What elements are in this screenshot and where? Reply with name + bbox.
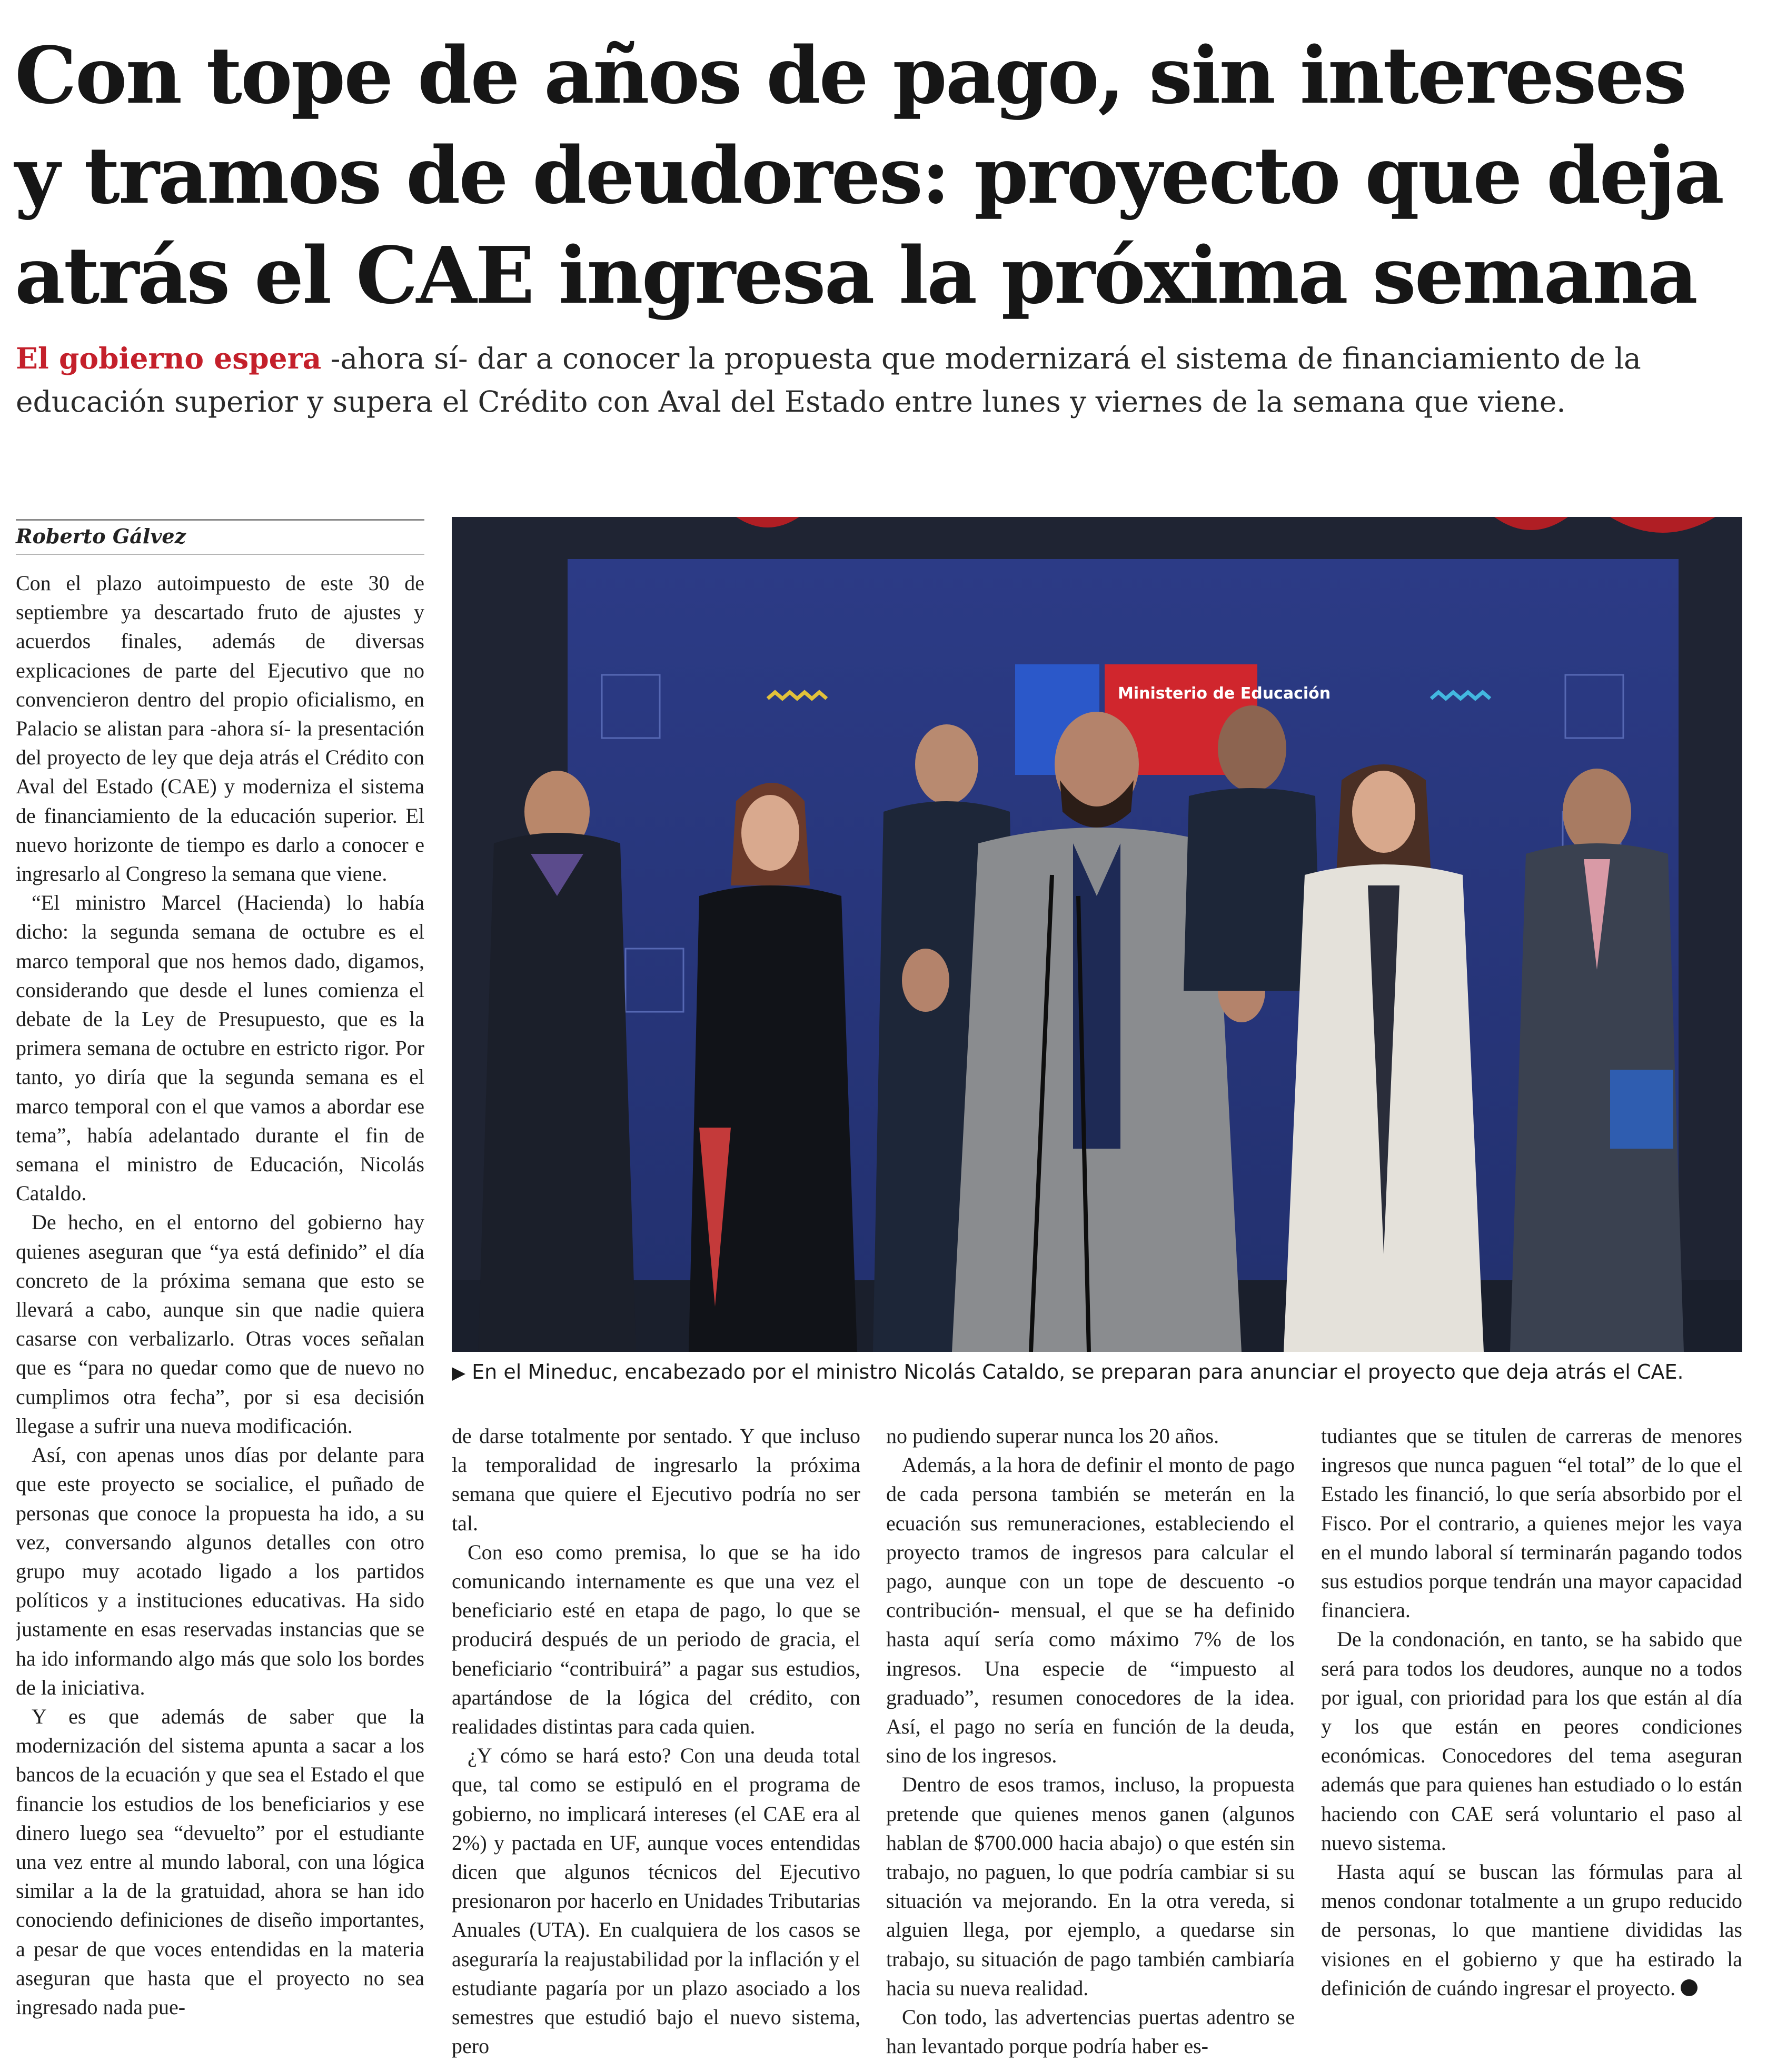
subheadline-lead: El gobierno espera — [16, 341, 322, 375]
paragraph: De la condonación, en tanto, se ha sabido que será para todos los deudores, aunque no a todos por igual, con prioridad para los que están al día y los que están en peores condiciones económicas. Conocedores del tema aseguran además que para quienes han estudiado o lo están haciendo con CAE será voluntario el paso al nuevo sistema. — [1321, 1627, 1742, 1855]
press-conference-photo — [452, 517, 1742, 1352]
paragraph: Con el plazo autoimpuesto de este 30 de septiembre ya descartado fruto de ajustes y acuerdos finales, además de diversas explicaciones de parte del Ejecutivo que no convencieron dentro del propio oficialismo, en Palacio se alistan para -ahora sí- la presentación del proyecto de ley que deja atrás el Crédito con Aval del Estado (CAE) y moderniza el sistema de financiamiento de la educación superior. El nuevo horizonte de tiempo es darlo a conocer e ingresarlo al Congreso la semana que viene. — [16, 571, 424, 886]
paragraph-text: Hasta aquí se buscan las fórmulas para al menos condonar totalmente a un grupo reducido de personas, lo que mantiene divididas las visiones en el gobierno y que ha estirado la definición de cuándo ingresar el proyecto. — [1321, 1860, 1742, 2000]
byline: Roberto Gálvez — [16, 524, 186, 548]
paragraph: Además, a la hora de definir el monto de pago de cada persona también se meterán en la ecuación sus remuneraciones, estableciendo el proyecto tramos de ingresos para calcular el pago, aunque con un tope de descuento -o contribución- mensual, el que se ha definido hasta aquí sería como máximo 7% de los ingresos. Una especie de “impuesto al graduado”, resumen conocedores de la idea. Así, el pago no sería en función de la deuda, sino de los ingresos. — [886, 1453, 1295, 1768]
paragraph: Y es que además de saber que la modernización del sistema apunta a sacar a los bancos de la ecuación y que sea el Estado el que financie los estudios de los beneficiarios y ese dinero luego sea “devuelto” por el estudiante una vez entre al mundo laboral, con una lógica similar a la de la gratuidad, ahora se han ido conociendo definiciones de diseño importantes, a pesar de que voces entendidas en la materia aseguran que hasta que el proyecto no sea ingresado nada pue- — [16, 1704, 424, 2019]
paragraph: Con eso como premisa, lo que se ha ido comunicando internamente es que una vez el beneficiario esté en etapa de pago, lo que se producirá después de un periodo de gracia, el beneficiario “contribuirá” a pagar sus estudios, apartándose de la lógica del crédito, con realidades distintas para cada quien. — [452, 1540, 860, 1739]
paragraph: ¿Y cómo se hará esto? Con una deuda total que, tal como se estipuló en el programa de gobierno, no implicará intereses (el CAE era al 2%) y pactada en UF, aunque voces entendidas dicen que algunos técnicos del Ejecutivo presionaron por hacerlo en Unidades Tributarias Anuales (UTA). En cualquiera de los casos se aseguraría la reajustabilidad por la inflación y el estudiante pagaría por un plazo asociado a los semestres que estudió bajo el nuevo sistema, pero — [452, 1744, 860, 2058]
caption-arrow-icon: ▶ — [452, 1362, 466, 1383]
paragraph: no pudiendo superar nunca los 20 años. — [886, 1424, 1219, 1448]
news-photo — [452, 517, 1742, 1352]
byline-rule — [16, 519, 424, 521]
paragraph: Así, con apenas unos días por delante para que este proyecto se socialice, el puñado de personas que conoce la propuesta ha ido, a su vez, conversando algunos detalles con otro grupo muy acotado ligado a los partidos políticos y a instituciones educativas. Ha sido justamente en esas reservadas instancias que se ha ido informando algo más que solo los bordes de la iniciativa. — [16, 1443, 424, 1699]
byline-rule — [16, 554, 424, 555]
subheadline-text: -ahora sí- dar a conocer la propuesta que modernizará el sistema de financiamiento de la educación superior y supera el Crédito con Aval del Estado entre lunes y viernes de la semana que viene. — [16, 342, 1641, 419]
end-of-article-icon — [1681, 1979, 1697, 1996]
paragraph: de darse totalmente por sentado. Y que incluso la temporalidad de ingresarlo la próxima semana que quiere el Ejecutivo podría no ser tal. — [452, 1424, 860, 1535]
article-column-1 — [16, 569, 424, 2058]
paragraph: Con todo, las advertencias puertas adentro se han levantado porque podría haber es- — [886, 2005, 1295, 2058]
photo-caption — [452, 1358, 1742, 1387]
person — [478, 771, 636, 1352]
paragraph: “El ministro Marcel (Hacienda) lo había dicho: la segunda semana de octubre es el marco temporal que nos hemos dado, digamos, considerando que desde el lunes comienza el debate de la Ley de Presupuesto, que es la primera semana de octubre en estricto rigor. Por tanto, yo diría que la segunda semana es el marco temporal con el que vamos a abordar ese tema”, había adelantado durante el fin de semana el ministro de Educación, Nicolás Cataldo. — [16, 891, 424, 1206]
paragraph: De hecho, en el entorno del gobierno hay quienes aseguran que “ya está definido” el día concreto de la próxima semana que esto se llevará a cabo, aunque sin que nadie quiera casarse con verbalizarlo. Otras voces señalan que es “para no quedar como que de nuevo no cumplimos otra fecha”, por si esa decisión llegase a sufrir una nueva modificación. — [16, 1210, 424, 1438]
article-column-2 — [452, 1421, 860, 2058]
article-column-4 — [1321, 1421, 1742, 2058]
article-column-3 — [886, 1421, 1295, 2058]
headline: Con tope de años de pago, sin intereses y tramos de deudores: proyecto que deja atrás el CAE ingresa la próxima semana — [15, 29, 1723, 321]
subheadline — [16, 337, 1701, 423]
paragraph — [1321, 1857, 1742, 2003]
paragraph: Dentro de esos tramos, incluso, la propuesta pretende que quienes menos ganen (algunos hablan de $700.000 hacia abajo) o que estén sin trabajo, no paguen, lo que podría cambiar si su situación va mejorando. En la otra vereda, si alguien llega, por ejemplo, a quedarse sin trabajo, su situación de pago también cambiaría hacia su nueva realidad. — [886, 1772, 1295, 2000]
caption-text: En el Mineduc, encabezado por el ministro Nicolás Cataldo, se preparan para anunciar el proyecto que deja atrás el CAE. — [472, 1360, 1684, 1383]
paragraph: tudiantes que se titulen de carreras de menores ingresos que nunca paguen “el total” de lo que el Estado les financió, lo que sería absorbido por el Fisco. Por el contrario, a quienes mejor les vaya en el mundo laboral sí terminarán pagando todos sus estudios porque tendrán una mayor capacidad financiera. — [1321, 1424, 1742, 1622]
backdrop-sign-text: Ministerio de Educación — [1118, 684, 1331, 703]
person — [1510, 769, 1684, 1352]
